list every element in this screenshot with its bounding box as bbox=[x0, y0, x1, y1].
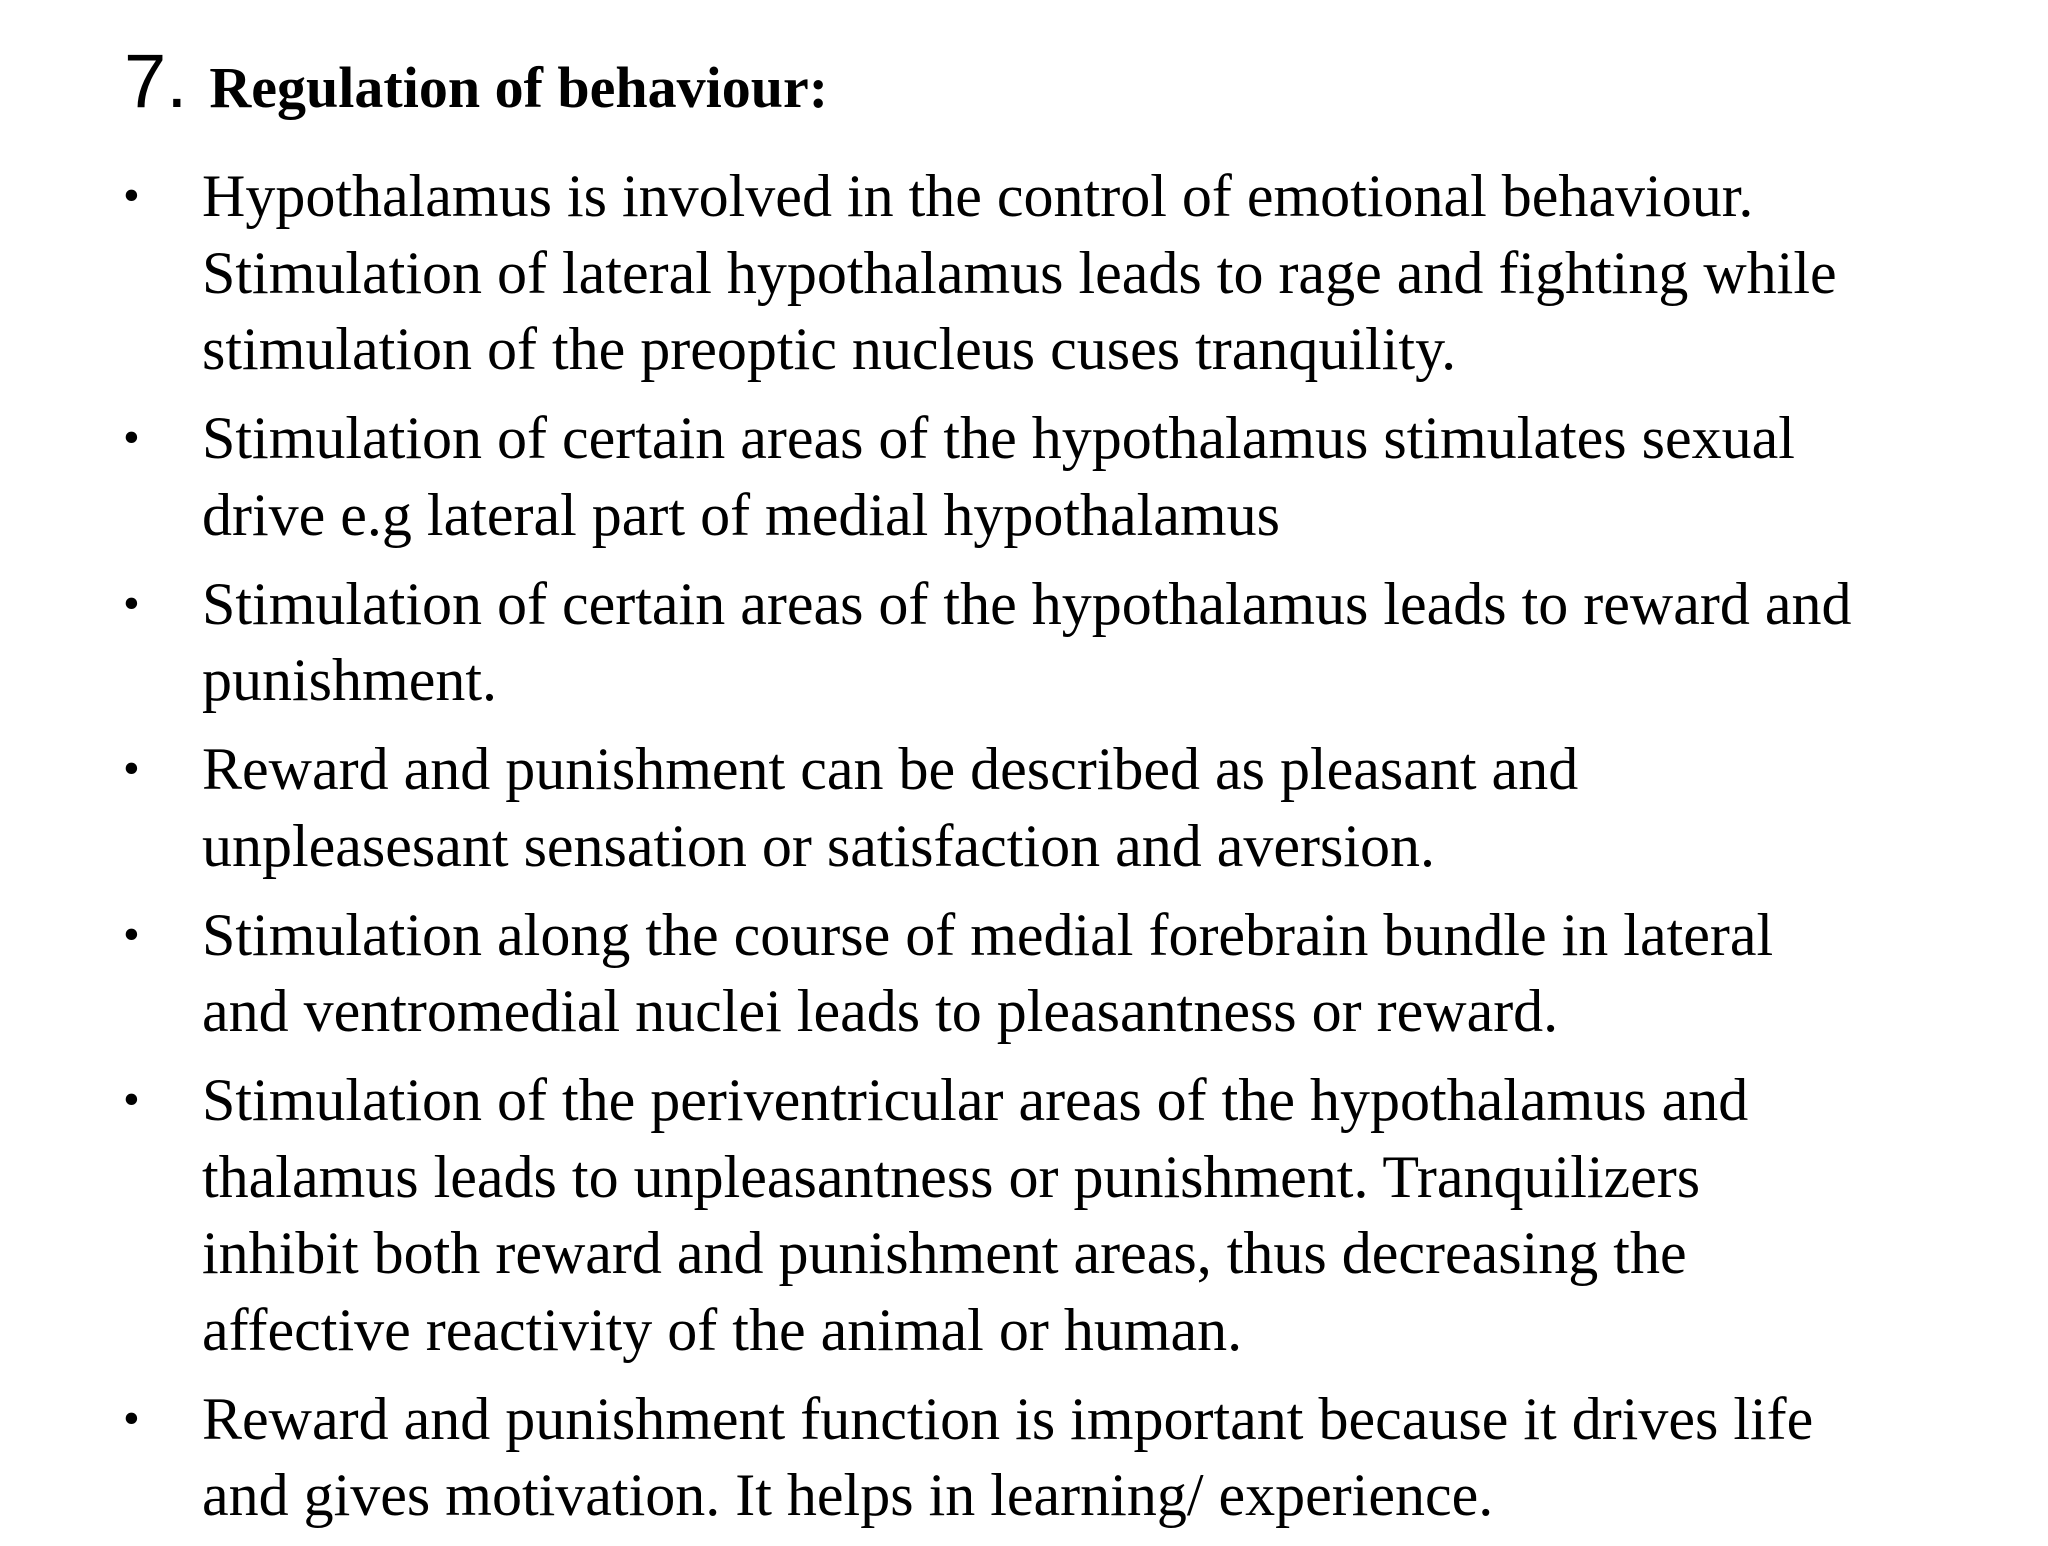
bullet-line: drive e.g lateral part of medial hypothalamus bbox=[202, 481, 1280, 548]
bullet-line: unpleasesant sensation or satisfaction and aversion. bbox=[202, 812, 1435, 879]
bullet-item bbox=[0, 1062, 2048, 1368]
section-heading bbox=[124, 38, 828, 125]
bullet-line: Hypothalamus is involved in the control of emotional behaviour. bbox=[202, 163, 1754, 229]
bullet-line: Reward and punishment can be described as pleasant and bbox=[202, 736, 1579, 802]
bullet-line: Reward and punishment function is important because it drives life bbox=[202, 1385, 1814, 1452]
bullet-line: affective reactivity of the animal or human. bbox=[202, 1296, 1243, 1363]
bullet-line: Stimulation of certain areas of the hypothalamus leads to reward and bbox=[202, 570, 1852, 637]
bullet-point-icon: • bbox=[123, 1073, 140, 1126]
bullet-item bbox=[0, 897, 2048, 1050]
bullet-point-icon: • bbox=[123, 576, 140, 630]
bullet-item bbox=[0, 158, 2048, 388]
bullet-line: stimulation of the preoptic nucleus cuses tranquility. bbox=[202, 316, 1457, 382]
bullet-line: and ventromedial nuclei leads to pleasantness or reward. bbox=[202, 978, 1559, 1044]
bullet-item bbox=[0, 400, 2048, 553]
bullet-line: Stimulation of the periventricular areas of the hypothalamus and bbox=[202, 1067, 1749, 1133]
bullet-point-icon: • bbox=[123, 742, 140, 795]
bullet-list bbox=[0, 158, 2048, 1546]
section-title: Regulation of behaviour: bbox=[209, 55, 829, 120]
bullet-line: punishment. bbox=[202, 647, 497, 713]
bullet-point-icon: • bbox=[123, 169, 140, 222]
bullet-line: Stimulation of lateral hypothalamus leads to rage and fighting while bbox=[202, 239, 1837, 306]
bullet-point-icon: • bbox=[123, 907, 140, 961]
section-number: 7. bbox=[124, 39, 188, 124]
bullet-line: Stimulation of certain areas of the hypothalamus stimulates sexual bbox=[202, 405, 1795, 471]
bullet-point-icon: • bbox=[123, 411, 140, 464]
bullet-item bbox=[0, 1381, 2048, 1534]
bullet-item bbox=[0, 731, 2048, 884]
bullet-point-icon: • bbox=[123, 1391, 140, 1445]
bullet-line: Stimulation along the course of medial forebrain bundle in lateral bbox=[202, 901, 1774, 968]
bullet-item bbox=[0, 566, 2048, 719]
bullet-line: thalamus leads to unpleasantness or punishment. Tranquilizers bbox=[202, 1143, 1701, 1210]
bullet-line: and gives motivation. It helps in learning/ experience. bbox=[202, 1462, 1494, 1528]
bullet-line: inhibit both reward and punishment areas, thus decreasing the bbox=[202, 1220, 1687, 1286]
